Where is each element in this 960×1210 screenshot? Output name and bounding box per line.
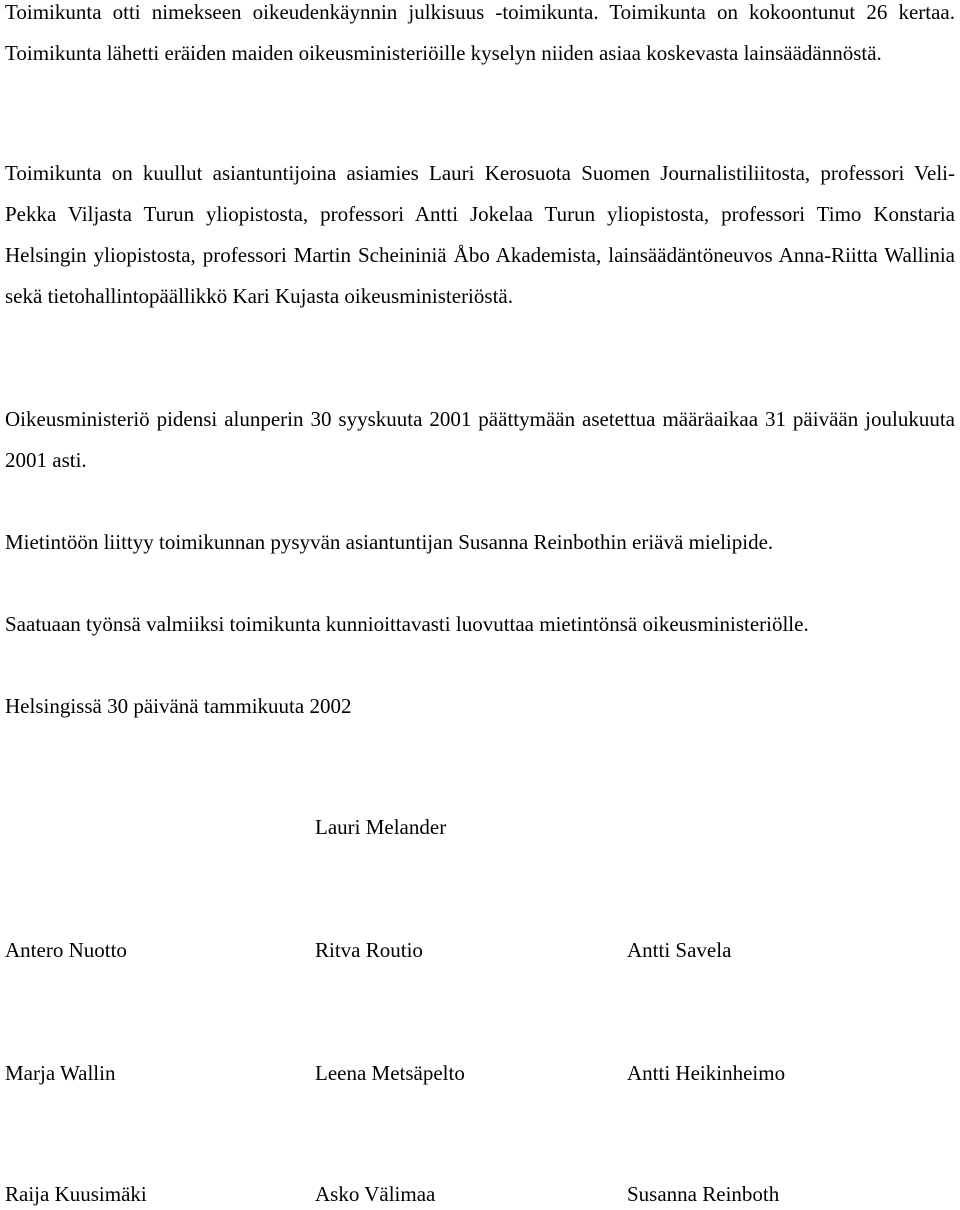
paragraph-dissenting-opinion: Mietintöön liittyy toimikunnan pysyvän asiantuntijan Susanna Reinbothin eriävä mielipide.: [5, 530, 774, 554]
signatory-name: Susanna Reinboth: [627, 1182, 780, 1206]
signatory-name: Antti Savela: [627, 938, 732, 962]
signatory-name: Leena Metsäpelto: [315, 1061, 465, 1085]
chair-signature: Lauri Melander: [315, 815, 447, 839]
signatory-name: Ritva Routio: [315, 938, 423, 962]
signatory-name: Asko Välimaa: [315, 1182, 436, 1206]
signatory-name: Antti Heikinheimo: [627, 1061, 786, 1085]
signatory-name: Raija Kuusimäki: [5, 1182, 147, 1206]
paragraph-committee-meetings: Toimikunta otti nimekseen oikeudenkäynnin julkisuus -toimikunta. Toimikunta on kokoontunut 26 kertaa. Toimikunta lähetti eräiden maiden oikeusministeriöille kyselyn niiden asiaa koskevasta lainsäädännöstä.: [5, 0, 955, 65]
paragraph-deadline-extension: Oikeusministeriö pidensi alunperin 30 syyskuuta 2001 päättymään asetettua määräaikaa 31 päivään joulukuuta 2001 asti.: [5, 407, 955, 472]
paragraph-submission: Saatuaan työnsä valmiiksi toimikunta kunnioittavasti luovuttaa mietintönsä oikeusministeriölle.: [5, 612, 809, 636]
paragraph-experts-heard: Toimikunta on kuullut asiantuntijoina asiamies Lauri Kerosuota Suomen Journalistiliitosta, professori Veli-Pekka Viljasta Turun yliopistosta, professori Antti Jokelaa Turun yliopistosta, professori Timo Konstaria Helsingin yliopistosta, professori Martin Scheininiä Åbo Akademista, lainsäädäntöneuvos Anna-Riitta Wallinia sekä tietohallintopäällikkö Kari Kujasta oikeusministeriöstä.: [5, 161, 955, 308]
signatory-name: Marja Wallin: [5, 1061, 116, 1085]
signatory-name: Antero Nuotto: [5, 938, 127, 962]
place-and-date: Helsingissä 30 päivänä tammikuuta 2002: [5, 694, 352, 718]
